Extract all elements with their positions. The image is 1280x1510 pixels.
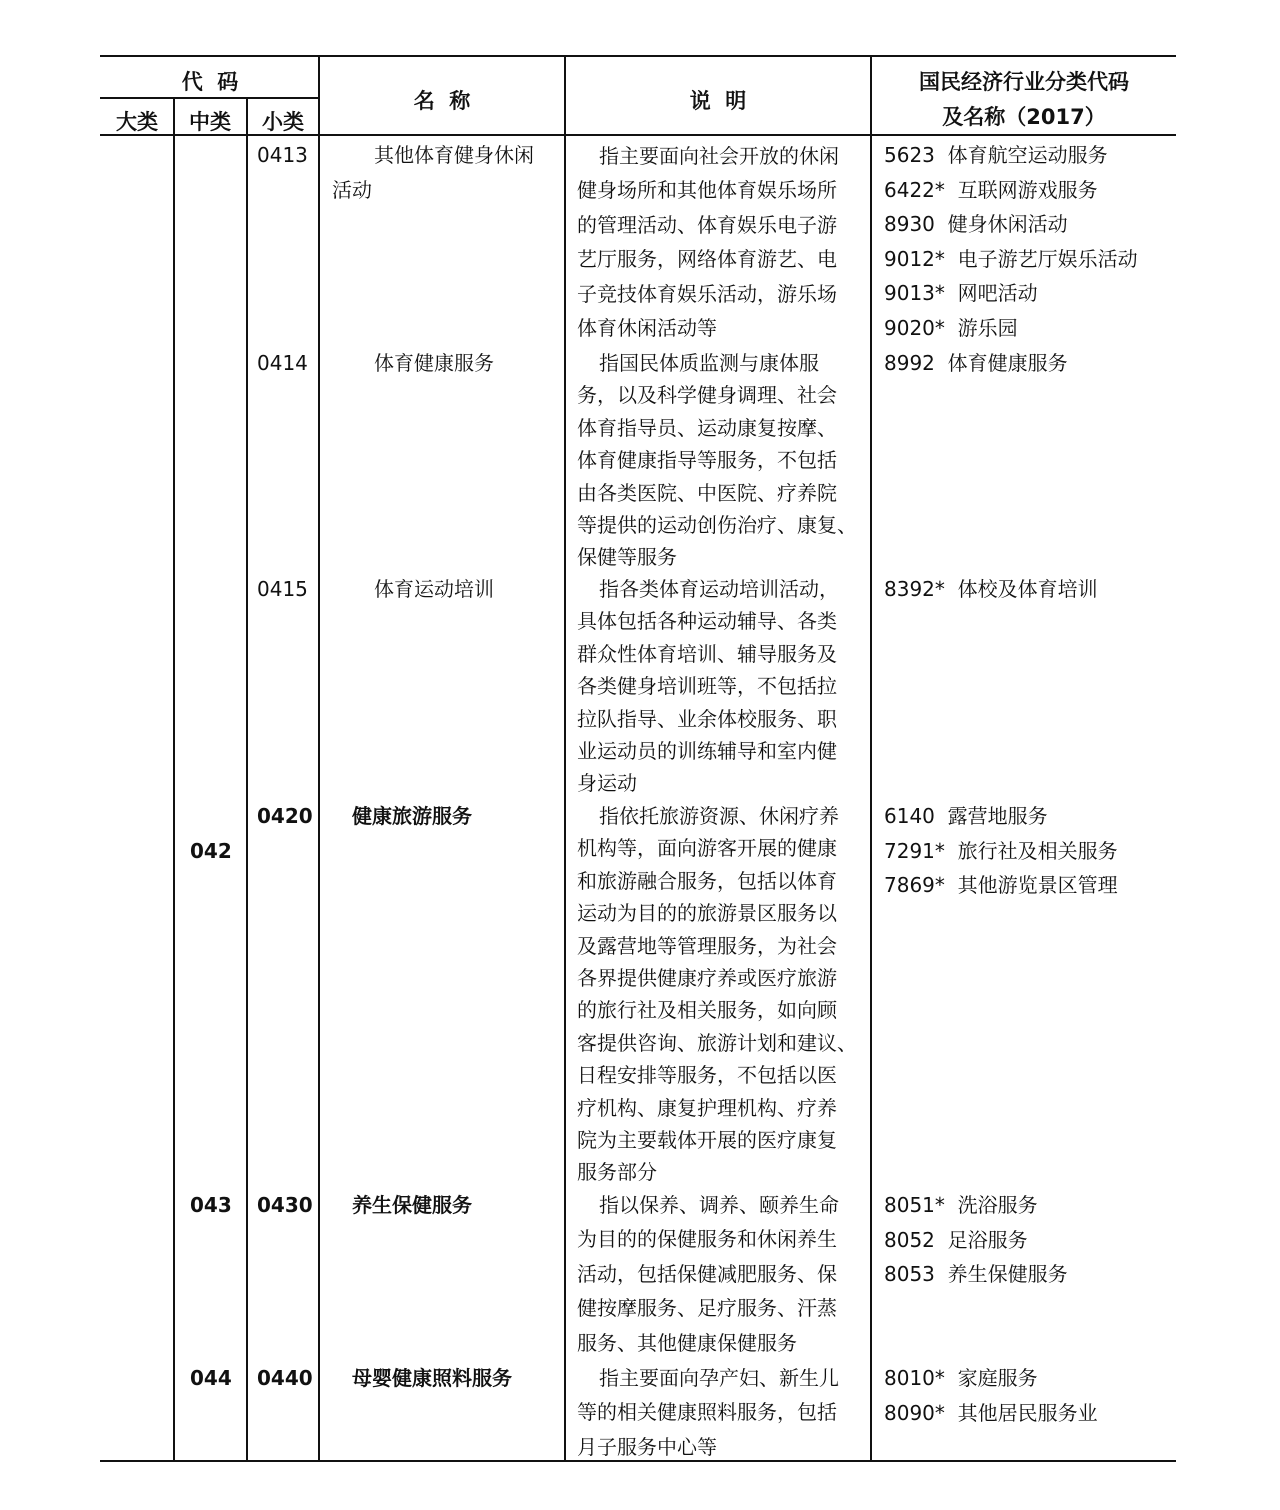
industry-entry: 8090* 其他居民服务业 bbox=[884, 1400, 1098, 1425]
header-industry-line1: 国民经济行业分类代码 bbox=[919, 70, 1129, 94]
industry-entry: 6422* 互联网游戏服务 bbox=[884, 177, 1098, 202]
row-0415-description bbox=[577, 573, 865, 800]
industry-entry: 9020* 游乐园 bbox=[884, 315, 1018, 340]
row-0430-industry-codes bbox=[884, 1188, 1068, 1292]
row-0430-description bbox=[577, 1189, 865, 1359]
row-0413-name-line1: 其他体育健身休闲 bbox=[374, 143, 534, 167]
desc-line: 指以保养、调养、颐养生命 bbox=[599, 1193, 839, 1217]
header-middle: 中类 bbox=[189, 110, 231, 134]
desc-line: 运动为目的的旅游景区服务以 bbox=[577, 901, 837, 926]
row-0420-minor-code: 0420 bbox=[257, 804, 313, 828]
row-0420-description bbox=[577, 800, 865, 1189]
row-0414-industry-codes bbox=[884, 346, 1068, 381]
row-0413-name-line2: 活动 bbox=[332, 178, 372, 202]
desc-line: 子竞技体育娱乐活动，游乐场 bbox=[577, 281, 837, 306]
table-top-rule bbox=[100, 55, 1176, 57]
row-0440-description bbox=[577, 1362, 865, 1463]
desc-line: 具体包括各种运动辅导、各类 bbox=[577, 609, 837, 634]
header-code: 代 码 bbox=[181, 70, 239, 94]
row-0414-minor-code: 0414 bbox=[257, 351, 308, 375]
desc-line: 为目的的保健服务和休闲养生 bbox=[577, 1227, 837, 1252]
industry-entry: 9013* 网吧活动 bbox=[884, 281, 1038, 305]
row-0415-industry-codes bbox=[884, 572, 1098, 607]
row-0430-name: 养生保健服务 bbox=[352, 1193, 472, 1217]
desc-line: 由各类医院、中医院、疗养院 bbox=[577, 480, 837, 505]
industry-entry: 9012* 电子游艺厅娱乐活动 bbox=[884, 246, 1138, 271]
column-divider-desc bbox=[870, 55, 872, 1461]
desc-line: 等的相关健康照料服务，包括 bbox=[577, 1400, 837, 1425]
industry-entry: 8392* 体校及体育培训 bbox=[884, 577, 1098, 601]
header-major: 大类 bbox=[116, 110, 158, 134]
desc-line: 和旅游融合服务，包括以体育 bbox=[577, 868, 837, 893]
desc-line: 艺厅服务，网络体育游艺、电 bbox=[577, 247, 837, 272]
column-divider-minor bbox=[318, 55, 320, 1461]
row-0413-minor-code: 0413 bbox=[257, 143, 308, 167]
row-0440-middle-code: 044 bbox=[190, 1366, 232, 1390]
header-desc: 说 明 bbox=[689, 89, 747, 113]
column-divider-major bbox=[173, 97, 175, 1461]
desc-line: 指依托旅游资源、休闲疗养 bbox=[599, 804, 839, 828]
header-industry-line2: 及名称（2017） bbox=[942, 105, 1106, 129]
row-0414-name: 体育健康服务 bbox=[374, 351, 494, 375]
column-divider-middle bbox=[246, 97, 248, 1461]
desc-line: 体育指导员、运动康复按摩、 bbox=[577, 415, 837, 440]
desc-line: 的旅行社及相关服务，如向顾 bbox=[577, 998, 837, 1023]
desc-line: 健身场所和其他体育娱乐场所 bbox=[577, 178, 837, 203]
desc-line: 月子服务中心等 bbox=[577, 1434, 717, 1459]
desc-line: 健按摩服务、足疗服务、汗蒸 bbox=[577, 1296, 837, 1321]
desc-line: 等提供的运动创伤治疗、康复、 bbox=[577, 513, 857, 538]
desc-line: 指主要面向社会开放的休闲 bbox=[599, 144, 839, 168]
row-0413-description bbox=[577, 140, 865, 344]
industry-entry: 8930 健身休闲活动 bbox=[884, 212, 1068, 236]
industry-entry: 7291* 旅行社及相关服务 bbox=[884, 838, 1118, 863]
desc-line: 服务部分 bbox=[577, 1160, 657, 1185]
row-0420-name: 健康旅游服务 bbox=[352, 804, 472, 828]
industry-entry: 5623 体育航空运动服务 bbox=[884, 143, 1108, 167]
row-0440-industry-codes bbox=[884, 1361, 1098, 1430]
desc-line: 各界提供健康疗养或医疗旅游 bbox=[577, 966, 837, 991]
desc-line: 客提供咨询、旅游计划和建议、 bbox=[577, 1030, 857, 1055]
header-name: 名 称 bbox=[413, 89, 471, 113]
desc-line: 指国民体质监测与康体服 bbox=[599, 351, 819, 375]
row-0414-description bbox=[577, 347, 865, 574]
row-0430-minor-code: 0430 bbox=[257, 1193, 313, 1217]
industry-entry: 8992 体育健康服务 bbox=[884, 351, 1068, 375]
row-0440-minor-code: 0440 bbox=[257, 1366, 313, 1390]
desc-line: 指主要面向孕产妇、新生儿 bbox=[599, 1366, 839, 1390]
desc-line: 各类健身培训班等，不包括拉 bbox=[577, 674, 837, 699]
row-0415-minor-code: 0415 bbox=[257, 577, 308, 601]
desc-line: 院为主要载体开展的医疗康复 bbox=[577, 1128, 837, 1153]
desc-line: 疗机构、康复护理机构、疗养 bbox=[577, 1095, 837, 1120]
industry-entry: 8010* 家庭服务 bbox=[884, 1366, 1038, 1390]
code-subheader-rule bbox=[100, 97, 320, 99]
desc-line: 服务、其他健康保健服务 bbox=[577, 1330, 797, 1355]
industry-entry: 7869* 其他游览景区管理 bbox=[884, 873, 1118, 897]
industry-entry: 8053 养生保健服务 bbox=[884, 1262, 1068, 1286]
row-0415-name: 体育运动培训 bbox=[374, 577, 494, 601]
desc-line: 体育健康指导等服务，不包括 bbox=[577, 448, 837, 473]
desc-line: 保健等服务 bbox=[577, 545, 677, 570]
desc-line: 的管理活动、体育娱乐电子游 bbox=[577, 212, 837, 237]
desc-line: 机构等，面向游客开展的健康 bbox=[577, 836, 837, 861]
row-0420-industry-codes bbox=[884, 799, 1118, 903]
desc-line: 体育休闲活动等 bbox=[577, 316, 717, 341]
desc-line: 群众性体育培训、辅导服务及 bbox=[577, 641, 837, 666]
industry-entry: 8051* 洗浴服务 bbox=[884, 1193, 1038, 1217]
desc-line: 活动，包括保健减肥服务、保 bbox=[577, 1261, 837, 1286]
desc-line: 拉队指导、业余体校服务、职 bbox=[577, 706, 837, 731]
row-0440-name: 母婴健康照料服务 bbox=[352, 1366, 512, 1390]
desc-line: 及露营地等管理服务，为社会 bbox=[577, 933, 837, 958]
industry-entry: 6140 露营地服务 bbox=[884, 804, 1048, 828]
desc-line: 业运动员的训练辅导和室内健 bbox=[577, 739, 837, 764]
industry-entry: 8052 足浴服务 bbox=[884, 1227, 1028, 1252]
desc-line: 身运动 bbox=[577, 771, 637, 796]
desc-line: 指各类体育运动培训活动， bbox=[599, 577, 839, 601]
desc-line: 日程安排等服务，不包括以医 bbox=[577, 1063, 837, 1088]
row-0430-middle-code: 043 bbox=[190, 1193, 232, 1217]
desc-line: 务，以及科学健身调理、社会 bbox=[577, 383, 837, 408]
header-minor: 小类 bbox=[262, 110, 304, 134]
row-0420-middle-code: 042 bbox=[190, 839, 232, 863]
column-divider-name bbox=[564, 55, 566, 1461]
row-0413-industry-codes bbox=[884, 138, 1138, 345]
